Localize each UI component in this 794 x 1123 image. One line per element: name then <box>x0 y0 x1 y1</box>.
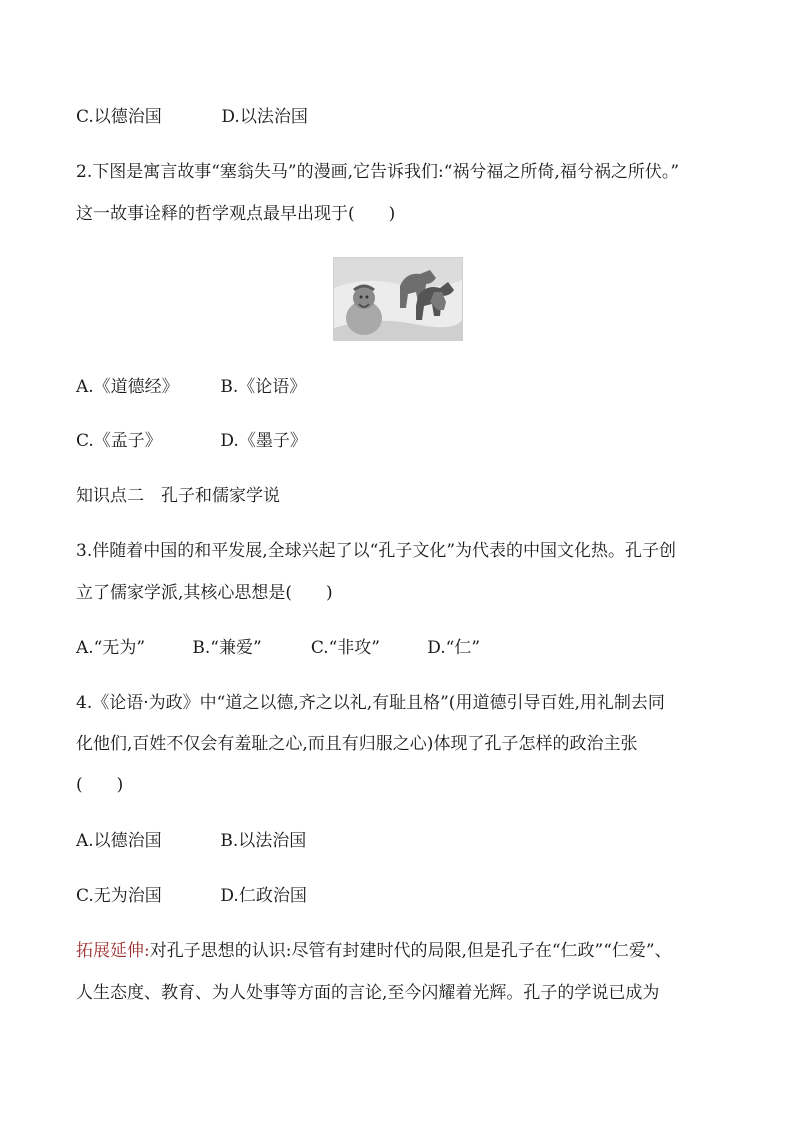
q4-stem-line2: 化他们,百姓不仅会有羞耻之心,而且有归服之心)体现了孔子怎样的政治主张 <box>76 734 638 754</box>
q4-option-d: D.仁政治国 <box>220 886 307 906</box>
q4-options-row1 <box>76 830 306 852</box>
extension-text-line1: 对孔子思想的认识:尽管有封建时代的局限,但是孔子在“仁政”“仁爱”、 <box>149 941 672 961</box>
q3-options <box>76 637 480 659</box>
q2-option-c: C.《孟子》 <box>76 431 162 451</box>
q4-stem-line3: ( ) <box>76 775 124 795</box>
extension-line1 <box>76 940 672 962</box>
q3-stem-line2: 立了儒家学派,其核心思想是( ) <box>76 583 333 603</box>
q1-option-c: C.以德治国 <box>76 107 162 127</box>
cartoon-image <box>334 258 462 340</box>
q1-option-d: D.以法治国 <box>221 107 308 127</box>
section-heading: 知识点二 孔子和儒家学说 <box>76 486 280 506</box>
q3-option-a: A.“无为” <box>76 638 146 658</box>
q3-stem-line1: 3.伴随着中国的和平发展,全球兴起了以“孔子文化”为代表的中国文化热。孔子创 <box>76 541 677 561</box>
q2-options-row2 <box>76 430 307 452</box>
q4-options-row2 <box>76 885 307 907</box>
q4-option-a: A.以德治国 <box>76 831 162 851</box>
q2-option-a: A.《道德经》 <box>76 377 179 397</box>
q3-option-d: D.“仁” <box>427 638 481 658</box>
q2-options-row1 <box>76 376 306 398</box>
q4-option-c: C.无为治国 <box>76 886 162 906</box>
q4-stem-line1: 4.《论语·为政》中“道之以德,齐之以礼,有耻且格”(用道德引导百姓,用礼制去同 <box>76 693 665 713</box>
q1-options <box>76 106 308 128</box>
q3-option-c: C.“非攻” <box>310 638 380 658</box>
q3-option-b: B.“兼爱” <box>192 638 262 658</box>
q2-stem-line2: 这一故事诠释的哲学观点最早出现于( ) <box>76 204 396 224</box>
cartoon-illustration <box>333 257 463 341</box>
q2-option-b: B.《论语》 <box>220 377 307 397</box>
q2-option-d: D.《墨子》 <box>220 431 307 451</box>
q2-stem-line1: 2.下图是寓言故事“塞翁失马”的漫画,它告诉我们:“祸兮福之所倚,福兮祸之所伏。” <box>76 162 680 182</box>
extension-label: 拓展延伸: <box>76 941 150 961</box>
extension-line2: 人生态度、教育、为人处事等方面的言论,至今闪耀着光辉。孔子的学说已成为 <box>76 983 660 1003</box>
q4-option-b: B.以法治国 <box>220 831 307 851</box>
